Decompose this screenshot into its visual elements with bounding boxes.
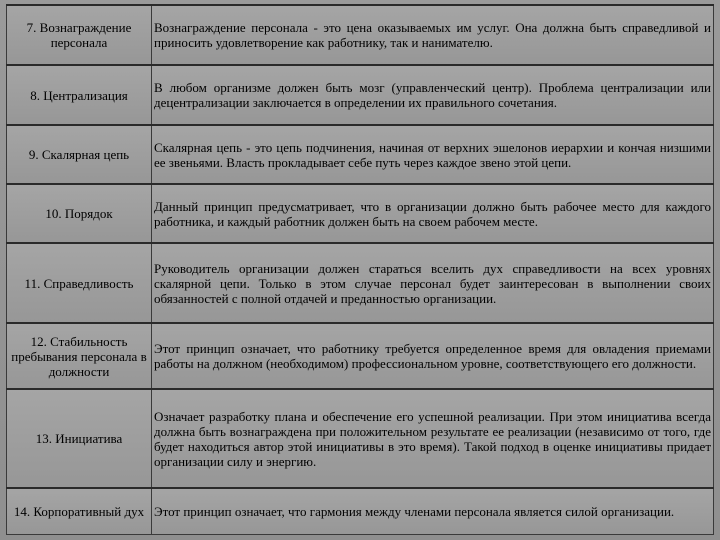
principle-name: 12. Стабильность пребывания персонала в должности <box>7 323 152 389</box>
principle-name: 11. Справедливость <box>7 243 152 323</box>
principle-name: 10. Порядок <box>7 184 152 243</box>
table-row <box>7 243 714 323</box>
principle-description: Данный принцип предусматривает, что в организации должно быть рабочее место для каждого работника, и каждый работник должен быть на своем рабочем месте. <box>152 184 714 243</box>
principle-description: В любом организме должен быть мозг (управленческий центр). Проблема централизации или децентрализации заключается в определении их правильного сочетания. <box>152 65 714 125</box>
principle-name: 14. Корпоративный дух <box>7 488 152 534</box>
table-row <box>7 65 714 125</box>
principle-name: 13. Инициатива <box>7 389 152 488</box>
principle-description: Этот принцип означает, что работнику требуется определенное время для овладения приемами работы на должном (необходимом) профессиональном уровне, соответствующего его должности. <box>152 323 714 389</box>
principle-name: 9. Скалярная цепь <box>7 125 152 184</box>
table-row <box>7 125 714 184</box>
principle-description: Этот принцип означает, что гармония между членами персонала является силой организации. <box>152 488 714 534</box>
principles-table <box>6 4 714 535</box>
principle-description: Руководитель организации должен стараться вселить дух справедливости на всех уровнях скалярной цепи. Только в этом случае персонал будет заинтересован в выполнении своих обязанностей с полной отдачей и преданностью организации. <box>152 243 714 323</box>
table-row <box>7 323 714 389</box>
principle-description: Скалярная цепь - это цепь подчинения, начиная от верхних эшелонов иерархии и кончая низшими ее звеньями. Власть прокладывает себе путь через каждое звено этой цепи. <box>152 125 714 184</box>
table-row <box>7 389 714 488</box>
table-row <box>7 5 714 65</box>
table-row <box>7 488 714 534</box>
principle-description: Вознаграждение персонала - это цена оказываемых им услуг. Она должна быть справедливой и приносить удовлетворение как работнику, так и нанимателю. <box>152 5 714 65</box>
principle-description: Означает разработку плана и обеспечение его успешной реализации. При этом инициатива всегда должна быть вознаграждена при положительном результате ее реализации (независимо от того, где будет находиться автор этой инициативы в это время). Такой подход в оценке инициативы придает организации силу и энергию. <box>152 389 714 488</box>
principle-name: 8. Централизация <box>7 65 152 125</box>
principle-name: 7. Вознаграждение персонала <box>7 5 152 65</box>
table-row <box>7 184 714 243</box>
